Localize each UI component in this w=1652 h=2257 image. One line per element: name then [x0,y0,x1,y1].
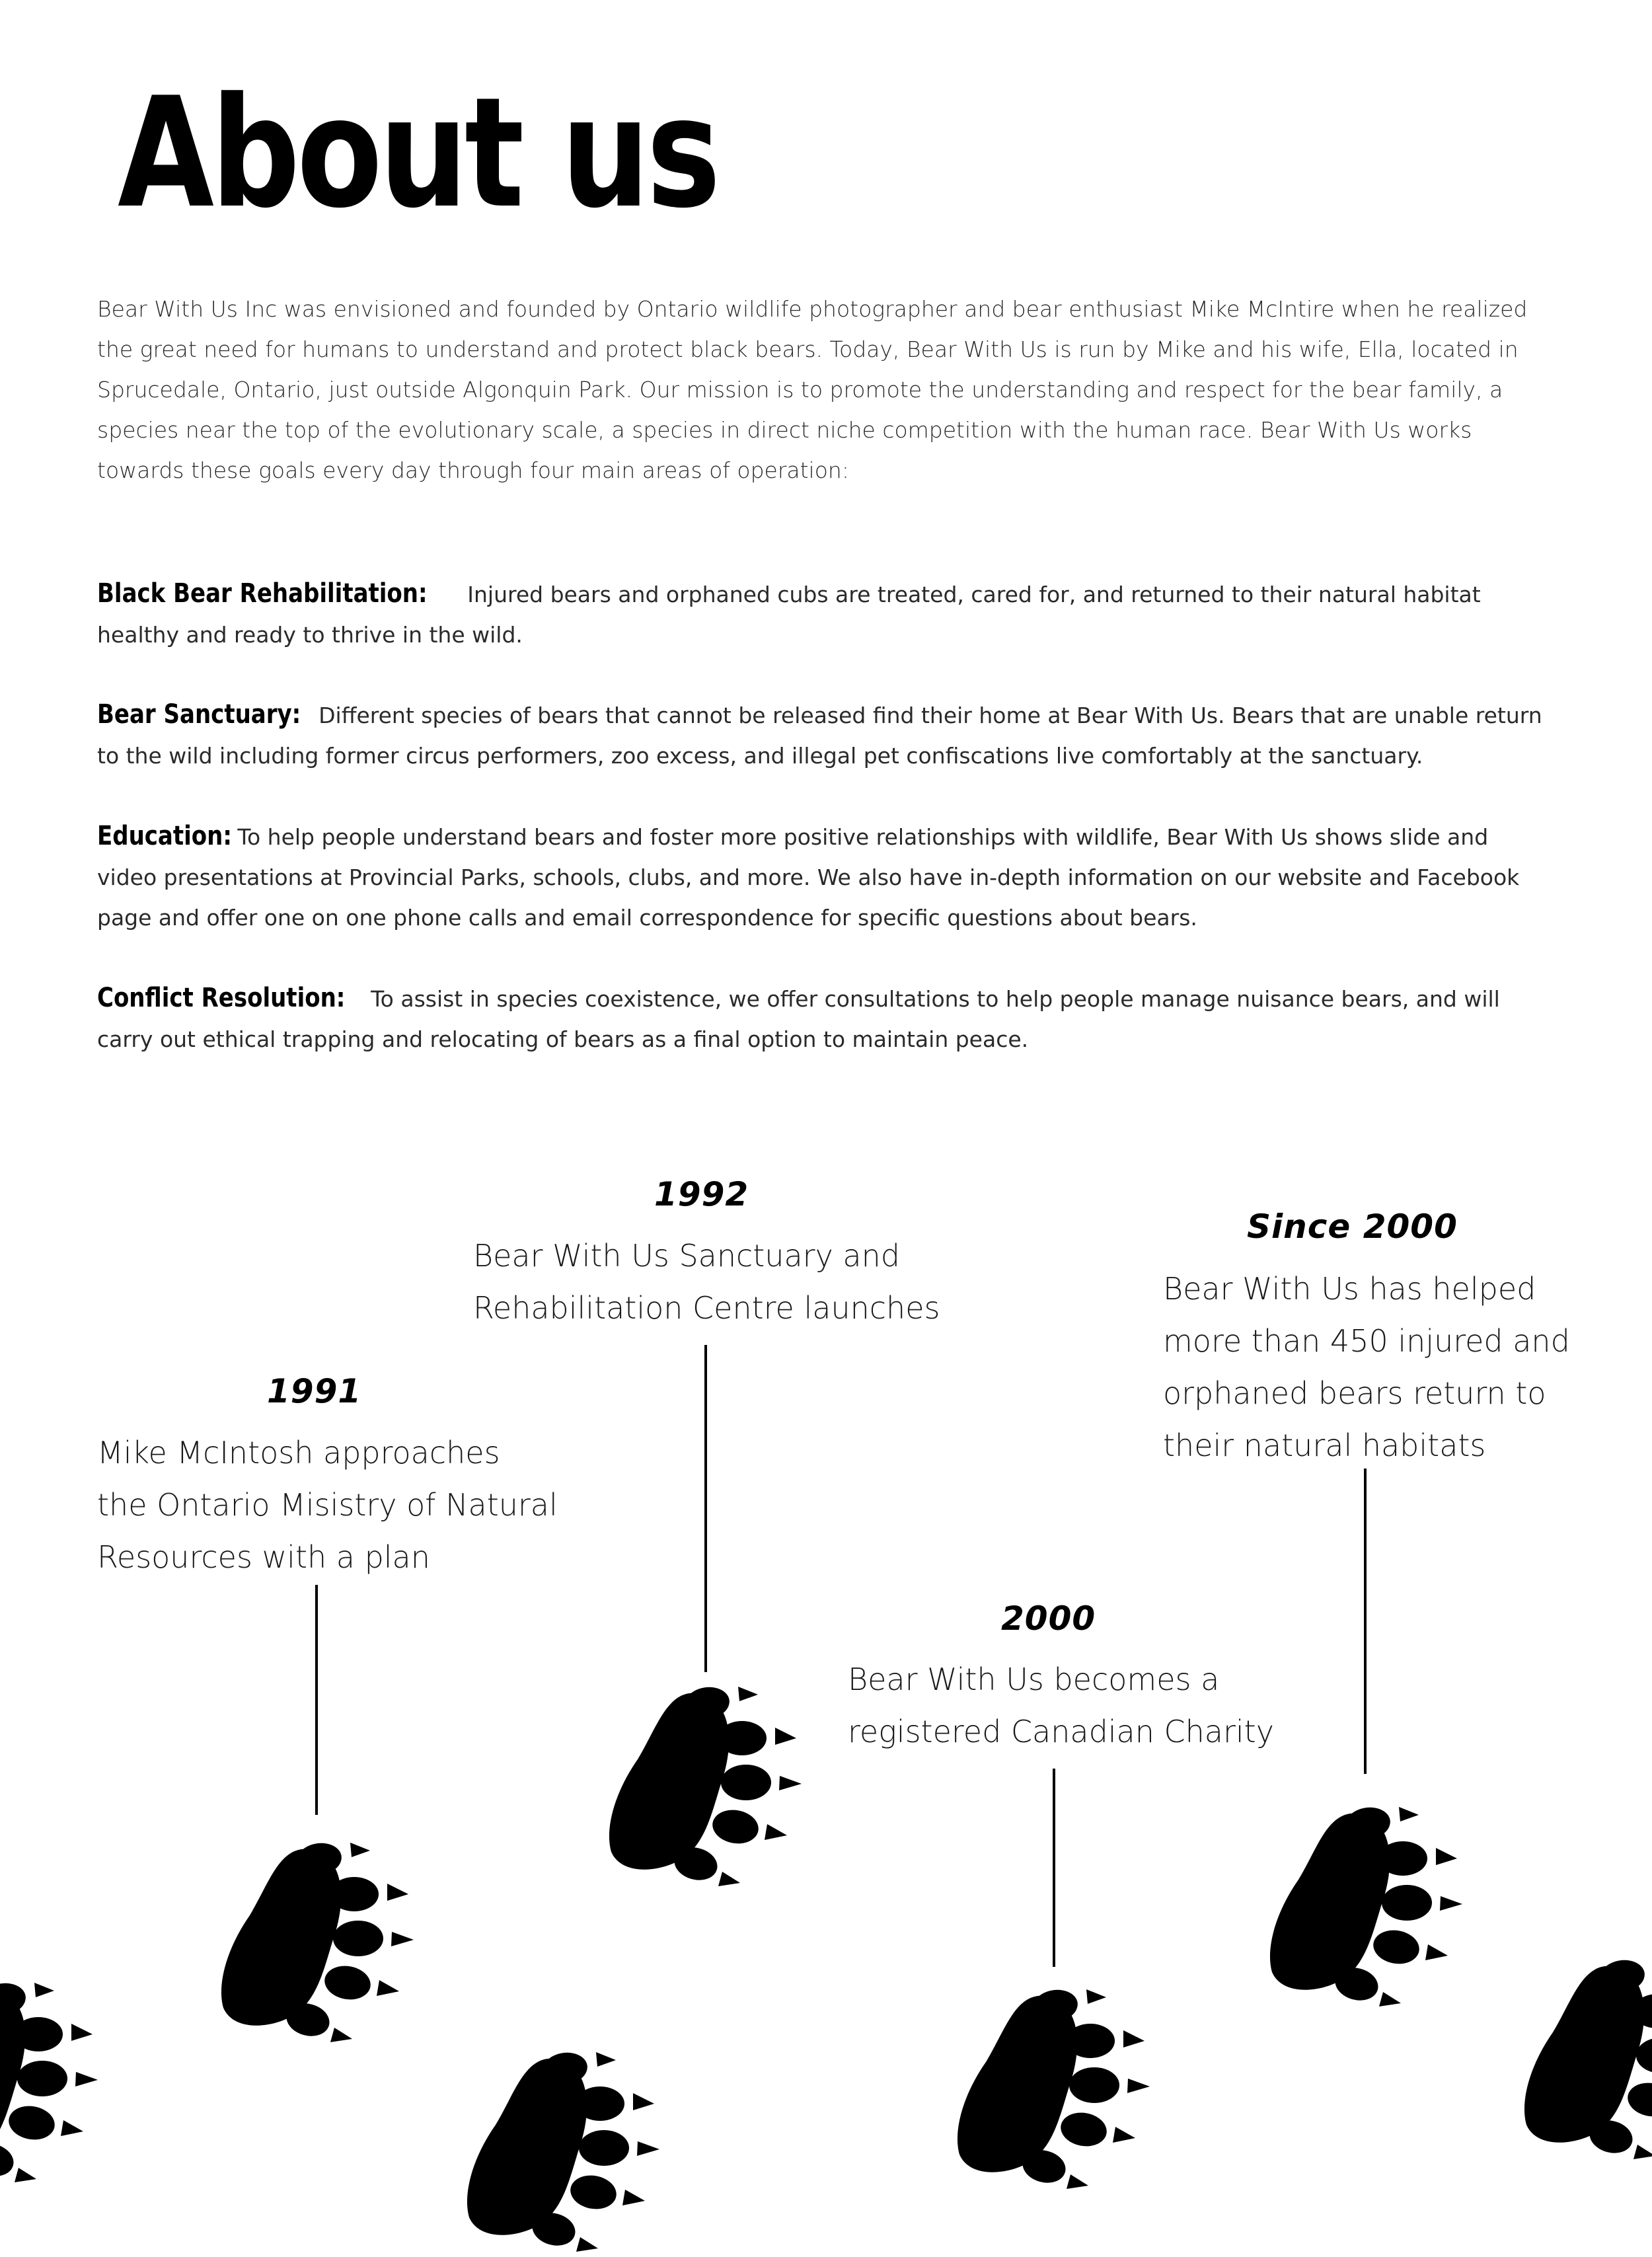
area-text: To help people understand bears and foster more positive relationships with wildlife, Bear With Us shows slide and video presentations at Provincial Parks, schools, clubs, and more. We also have in-depth information on our website and Facebook page and offer one on one phone calls and email correspondence for specific questions about bears. [97,824,1520,931]
timeline-connector-line [315,1585,318,1815]
page-number: 1 [1558,2035,1609,2120]
area-conflict-resolution [97,978,1551,1059]
bear-paw-icon [953,1989,1151,2194]
area-label: Bear Sanctuary: [97,699,301,730]
area-text: Different species of bears that cannot be released find their home at Bear With Us. Bears that are unable return to the wild including former circus performers, zoo excess, and illegal pet confiscations live comfortably at the sanctuary. [97,703,1542,769]
area-sanctuary [97,695,1551,776]
area-text: Injured bears and orphaned cubs are treated, cared for, and returned to their natural habitat healthy and ready to thrive in the wild. [97,582,1481,648]
bear-paw-icon [605,1687,803,1892]
page-title: About us [118,65,718,242]
bear-paw-icon [0,1983,99,2188]
area-label: Conflict Resolution: [97,983,346,1013]
area-text: To assist in species coexistence, we offer consultations to help people manage nuisance bears, and will carry out ethical trapping and relocating of bears as a final option to maintain peace. [97,986,1500,1052]
area-education [97,816,1551,938]
bear-paw-icon [217,1843,415,2047]
timeline-connector-line [704,1345,707,1672]
timeline-event-since-2000: Bear With Us has helped more than 450 injured and orphaned bears return to their natural habitats [1163,1271,1570,1463]
timeline-connector-line [1053,1769,1055,1967]
timeline-year-2000: 2000 [1001,1599,1096,1638]
area-label: Black Bear Rehabilitation: [97,578,428,609]
timeline-connector-line [1364,1469,1367,1774]
timeline-year-since-2000: Since 2000 [1247,1207,1458,1246]
intro-paragraph: Bear With Us Inc was envisioned and founded by Ontario wildlife photographer and bear enthusiast Mike McIntire when he realized the great need for humans to understand and protect black bears. Today, Bear With Us is run by Mike and his wife, Ella, located in Sprucedale, Ontario, just outside Algonquin Park. Our mission is to promote the understanding and respect for the bear family, a species near the top of the evolutionary scale, a species in direct niche competition with the human race. Bear With Us works towards these goals every day through four main areas of operation: [97,296,1528,483]
timeline-year-1991: 1991 [267,1372,362,1410]
area-rehabilitation [97,574,1551,655]
timeline-event-2000: Bear With Us becomes a registered Canadian Charity [848,1662,1274,1749]
area-label: Education: [97,821,232,851]
timeline-event-1991: Mike McIntosh approaches the Ontario Misistry of Natural Resources with a plan [97,1435,558,1575]
timeline-year-1992: 1992 [654,1175,749,1213]
timeline-event-1992: Bear With Us Sanctuary and Rehabilitation Centre launches [473,1238,940,1326]
bear-paw-icon [463,2052,661,2257]
bear-paw-icon [1265,1807,1464,2012]
